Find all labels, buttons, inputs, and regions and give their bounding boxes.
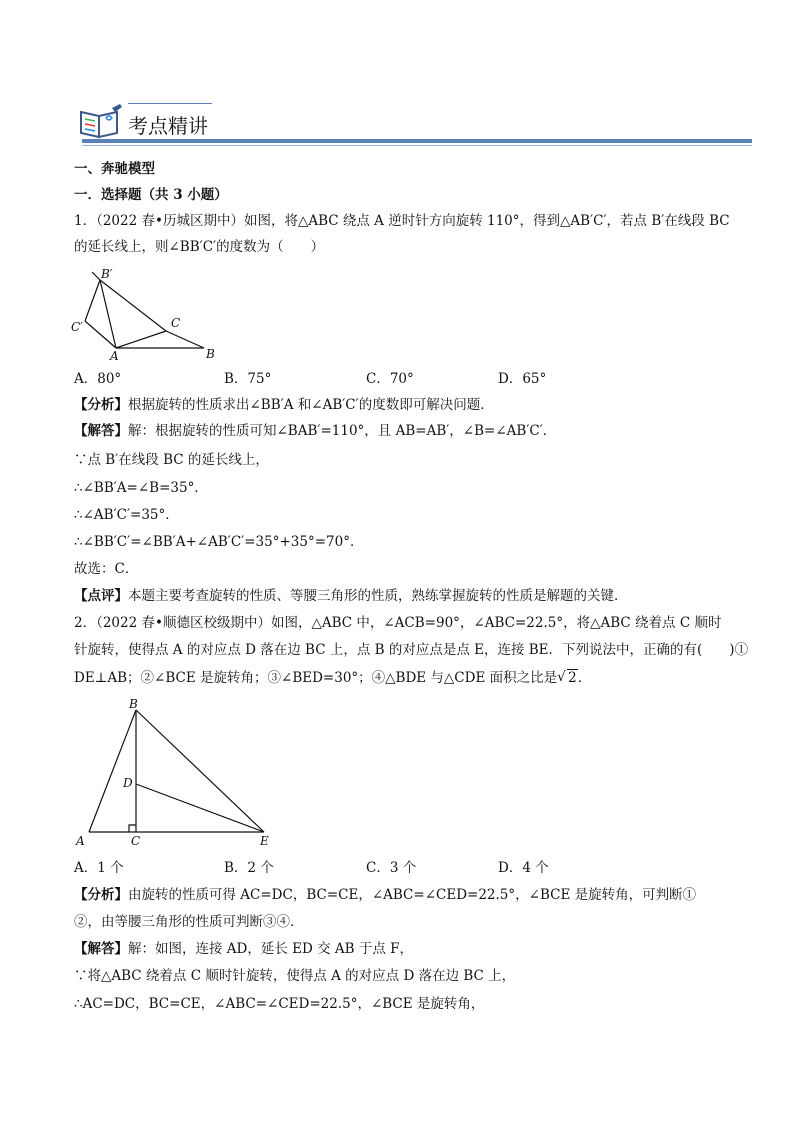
q1-label-b: B (206, 347, 215, 361)
q1-analysis-tag: 【分析】 (74, 397, 128, 413)
q1-analysis (74, 395, 494, 415)
q1-comment-tag: 【点评】 (74, 588, 128, 604)
q2-solution-line1 (74, 939, 413, 959)
q1-label-a: A (110, 349, 119, 363)
q2-analysis-tag: 【分析】 (74, 887, 128, 903)
q1-stem-line2: 的延长线上，则∠BB′C′的度数为（ ） (74, 239, 325, 255)
q2-label-c: C (131, 834, 141, 848)
q1-solution-line3: ∴∠BB′A=∠B=35°． (74, 480, 208, 496)
q1-label-c-prime: C′ (71, 320, 83, 334)
q1-analysis-text: 根据旋转的性质求出∠BB′A 和∠AB′C′的度数即可解决问题． (128, 397, 494, 413)
q2-analysis-text-1: 由旋转的性质可得 AC=DC，BC=CE，∠ABC=∠CED=22.5°，∠BCE 是旋转角，可判断① (128, 887, 697, 903)
q2-label-d: D (123, 776, 133, 790)
q2-option-b: B．2 个 (224, 860, 274, 876)
q2-stem-line3-text: DE⊥AB；②∠BCE 是旋转角；③∠BED=30°；④△BDE 与△CDE 面积之比是 (74, 670, 558, 686)
q2-label-b: B (129, 697, 138, 711)
q2-solution-line2: ∵将△ABC 绕着点 C 顺时针旋转，使得点 A 的对应点 D 落在边 BC 上， (74, 968, 516, 984)
q2-solution-text-1: 解：如图，连接 AD，延长 ED 交 AB 于点 F， (128, 941, 414, 957)
q1-stem-line1: 1．（2022 春•历城区期中）如图，将△ABC 绕点 A 逆时针方向旋转 110°，得到△AB′C′，若点 B′在线段 BC (74, 213, 730, 229)
q2-solution-line3: ∴AC=DC，BC=CE，∠ABC=∠CED=22.5°，∠BCE 是旋转角， (74, 996, 485, 1012)
q2-label-a: A (76, 834, 85, 848)
q2-stem-line2: 针旋转，使得点 A 的对应点 D 落在边 BC 上，点 B 的对应点是点 E，连接 BE．下列说法中，正确的有( )① (74, 642, 749, 658)
q1-solution-line6: 故选：C． (74, 561, 139, 577)
header-title: 考点精讲 (128, 114, 208, 138)
book-icon (78, 104, 124, 140)
q1-option-c: C．70° (366, 371, 414, 387)
q1-solution-line4: ∴∠AB′C′=35°． (74, 507, 179, 523)
header-rule-thick (82, 139, 752, 143)
q1-option-a: A．80° (74, 371, 122, 387)
q2-option-a: A．1 个 (74, 860, 124, 876)
q1-solution-tag: 【解答】 (74, 423, 128, 439)
sqrt-expression: √ 2 (557, 669, 577, 686)
header-top-rule (128, 103, 212, 104)
q1-label-b-prime: B′ (101, 267, 113, 281)
header-rule-thin (82, 145, 752, 146)
q2-stem-line1: 2．（2022 春•顺德区校级期中）如图，△ABC 中，∠ACB=90°，∠ABC=22.5°，将△ABC 绕着点 C 顺时 (74, 615, 722, 631)
q1-solution-line5: ∴∠BB′C′=∠BB′A+∠AB′C′=35°+35°=70°． (74, 534, 364, 550)
q1-solution-line1 (74, 421, 556, 441)
q2-option-d: D．4 个 (498, 860, 549, 876)
section-subheading: 一．选择题（共 3 小题） (74, 187, 228, 203)
q2-analysis-line2: ②，由等腰三角形的性质可判断③④． (74, 914, 304, 930)
q1-comment (74, 586, 628, 606)
q1-option-d: D．65° (498, 371, 547, 387)
q2-analysis-line1 (74, 885, 696, 905)
sqrt-radicand: 2 (568, 670, 577, 686)
q2-label-e: E (260, 834, 269, 848)
q2-option-c: C．3 个 (366, 860, 417, 876)
q2-solution-tag: 【解答】 (74, 941, 128, 957)
q1-label-c: C (171, 316, 181, 330)
q2-stem-line3-end: ． (577, 670, 592, 686)
section-heading: 一、奔驰模型 (74, 161, 155, 177)
q1-solution-text-1: 解：根据旋转的性质可知∠BAB′=110°，且 AB=AB′，∠B=∠AB′C′． (128, 423, 557, 439)
q1-figure (70, 264, 230, 364)
q1-comment-text: 本题主要考查旋转的性质、等腰三角形的性质，熟练掌握旋转的性质是解题的关键． (128, 588, 628, 604)
q1-option-b: B．75° (224, 371, 272, 387)
q1-solution-line2: ∵点 B′在线段 BC 的延长线上， (74, 452, 269, 468)
q2-stem-line3 (74, 668, 591, 688)
q2-figure (72, 696, 282, 852)
